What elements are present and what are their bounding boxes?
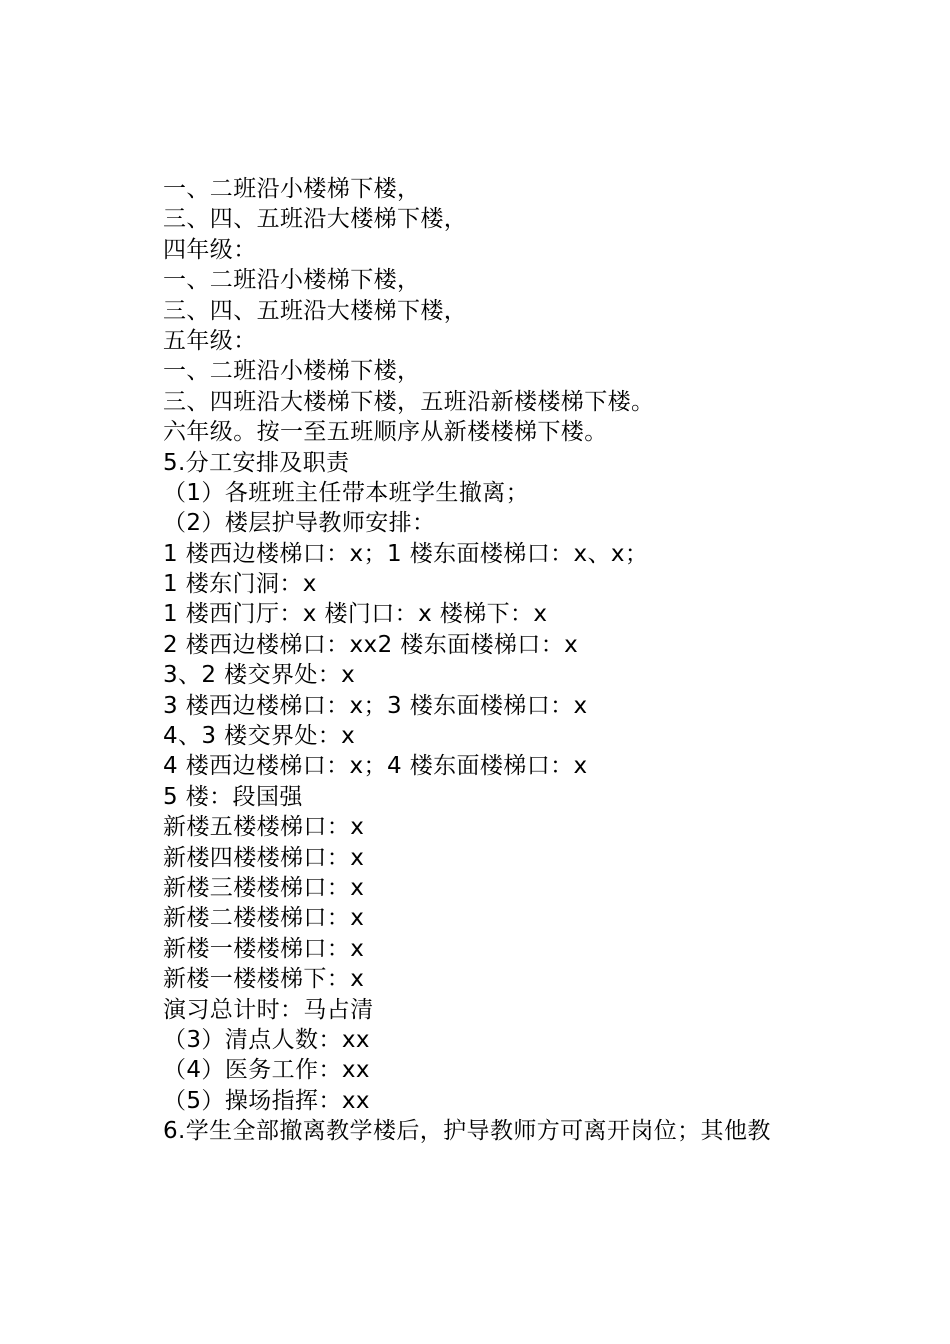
document-body [163,174,863,1147]
text-line: 新楼四楼楼梯口：x [163,844,365,871]
text-line: （3）清点人数：xx [163,1026,370,1053]
text-line: 2 楼西边楼梯口：xx2 楼东面楼梯口：x [163,631,579,658]
text-line: 3 楼西边楼梯口：x；3 楼东面楼梯口：x [163,692,588,719]
text-line: 一、二班沿小楼梯下楼， [163,176,421,202]
text-line: 4 楼西边楼梯口：x；4 楼东面楼梯口：x [163,753,588,780]
grade-heading: 五年级： [163,327,257,354]
text-line: 6.学生全部撤离教学楼后，护导教师方可离开岗位；其他教 [163,1118,771,1145]
grade-heading: 四年级： [163,236,257,263]
text-line: 4、3 楼交界处：x [163,723,356,750]
text-line: 一、二班沿小楼梯下楼， [163,358,421,385]
text-line: （1）各班班主任带本班学生撤离； [163,479,530,506]
section-heading: 5.分工安排及职责 [163,449,350,476]
text-line: 1 楼西边楼梯口：x；1 楼东面楼梯口：x、x； [163,540,649,567]
text-line: （4）医务工作：xx [163,1057,370,1084]
text-line: 新楼一楼楼梯口：x [163,935,365,962]
text-line: 1 楼东门洞：x [163,571,317,598]
text-line: 3、2 楼交界处：x [163,662,356,689]
text-line: 演习总计时：马占清 [163,996,374,1023]
text-line: 新楼三楼楼梯口：x [163,874,365,901]
text-line: 三、四、五班沿大楼梯下楼， [163,297,468,324]
text-line: （2）楼层护导教师安排： [163,510,436,537]
text-line: 5 楼：段国强 [163,783,303,810]
text-line: 六年级。按一至五班顺序从新楼楼梯下楼。 [163,419,608,446]
text-line: 新楼一楼楼梯下：x [163,966,365,993]
text-line: 一、二班沿小楼梯下楼， [163,267,421,294]
text-line: 三、四、五班沿大楼梯下楼， [163,206,468,233]
text-line: 1 楼西门厅：x 楼门口：x 楼梯下：x [163,601,548,628]
text-line: 新楼二楼楼梯口：x [163,905,365,932]
text-line: （5）操场指挥：xx [163,1087,370,1114]
text-line: 三、四班沿大楼梯下楼，五班沿新楼楼梯下楼。 [163,388,655,415]
text-line: 新楼五楼楼梯口：x [163,814,365,841]
